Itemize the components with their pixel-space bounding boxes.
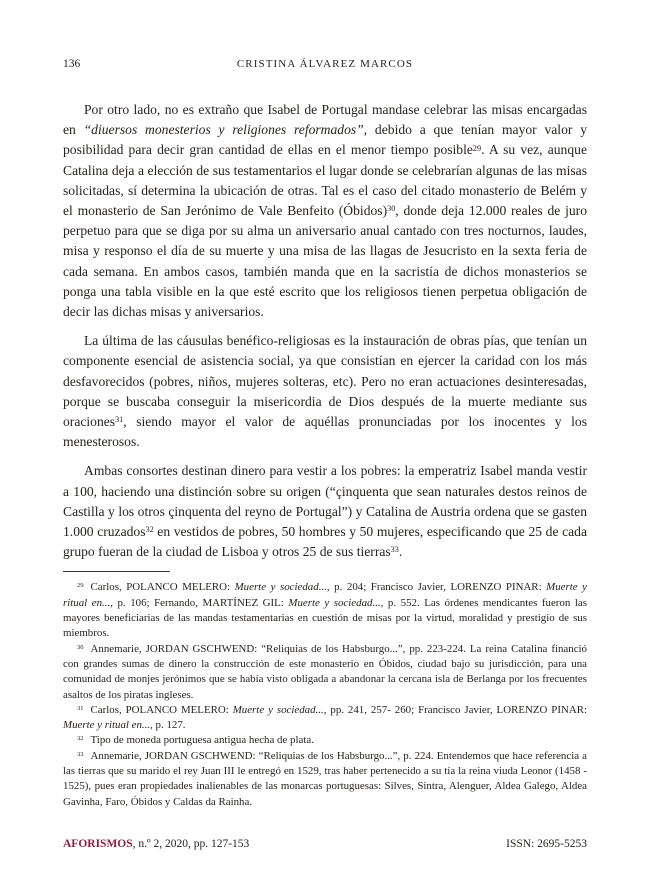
footnote-33: $^{33}$ Annemarie, JORDAN GSCHWEND: “Reliquias de los Habsburgo...”, p. 224. Entendemos que hace referencia a las tierras que su marido el rey Juan III le entregó en 1529, tras haber pertenecido a su tía la reina viuda Leonor (1458 - 1525), pues eran propiedades inalienables de las monarcas portuguesas: Silves, Sintra, Alenguer, Aldea Galego, Aldea Gavinha, Faro, Óbidos y Caldas da Rainha. [63, 749, 587, 808]
page-header [63, 58, 587, 73]
running-title: CRISTINA ÁLVAREZ MARCOS [236, 58, 414, 70]
footnote-separator [63, 571, 170, 572]
article-body [63, 100, 587, 562]
paragraph-2: La última de las cáusulas benéfico-religiosas es la instauración de obras pías, que tenían un componente esencial de asistencia social, ya que consistían en ejercer la caridad con los más desfavorecidos (pobres, niños, mujeres solteras, etc). Pero no eran actuaciones desinteresadas, porque se buscaba conseguir la misericordia de Dios después de la muerte mediante sus oraciones$^{31}$, siendo mayor el valor de aquéllas pronunciadas por los inocentes y los menesterosos. [63, 333, 587, 450]
journal-name: AFORISMOS [63, 838, 133, 850]
page-number: 136 [63, 58, 81, 70]
footnote-29: $^{29}$ Carlos, POLANCO MELERO: Muerte y sociedad..., p. 204; Francisco Javier, LORENZO PINAR: Muerte y ritual en..., p. 106; Fernando, MARTÍNEZ GIL: Muerte y sociedad..., p. 552. Las órdenes mendicantes fueron las mayores beneficiarias de las mandas testamentarias en cuestión de misas por la virtud, moralidad y prestigio de sus miembros. [63, 581, 587, 640]
paragraph-1: Por otro lado, no es extraño que Isabel de Portugal mandase celebrar las misas encargadas en “diuersos monesterios y religiones reformados”, debido a que tenían mayor valor y posibilidad para decir gran cantidad de ellas en el menor tiempo posible$^{29}$. A su vez, aunque Catalina deja a elección de sus testamentarios el lugar donde se celebrarían algunas de las misas solicitadas, sí determina la ubicación de otras. Tal es el caso del citado monasterio de Belém y el monasterio de San Jerónimo de Vale Benfeito (Óbidos)$^{30}$, donde deja 12.000 reales de juro perpetuo para que se diga por su alma un aniversario anual cantado con tres nocturnos, laudes, misa y responso el día de su muerte y una misa de las llagas de Jesucristo en la sexta feria de cada semana. En ambos casos, también manda que en la sacristía de dichos monasterios se ponga una tabla visible en la que esté escrito que los religiosos tienen perpetua obligación de decir las dichas misas y aniversarios. [63, 102, 587, 320]
footnotes-section [63, 580, 587, 809]
footnote-32: $^{32}$ Tipo de moneda portuguesa antigua hecha de plata. [77, 734, 314, 747]
paragraph-3: Ambas consortes destinan dinero para vestir a los pobres: la emperatriz Isabel manda vestir a 100, haciendo una distinción sobre su origen (“çinquenta que sean naturales destos reinos de Castilla y los otros çinquenta del reyno de Portugal”) y Catalina de Austria ordena que se gasten 1.000 cruzados$^{32}$ en vestidos de pobres, 50 hombres y 50 mujeres, especificando que 25 de cada grupo fueran de la ciudad de Lisboa y otros 25 de sus tierras$^{33}$. [63, 463, 588, 560]
footnote-30: $^{30}$ Annemarie, JORDAN GSCHWEND: “Reliquias de los Habsburgo...”, pp. 223-224. La reina Catalina financió con grandes sumas de dinero la construcción de este monasterio en Óbidos, ciudad bajo su jurisdicción, para una comunidad de monjes jerónimos que se había visto obligada a abandonar la cercana isla de Berlanga por los frecuentes asaltos de los piratas ingleses. [63, 642, 587, 701]
issn: ISSN: 2695-5253 [506, 838, 587, 850]
page-footer [63, 838, 587, 850]
journal-issue-info: , n.º 2, 2020, pp. 127-153 [132, 838, 250, 850]
footnote-31: $^{31}$ Carlos, POLANCO MELERO: Muerte y sociedad..., pp. 241, 257- 260; Francisco Javier, LORENZO PINAR: Muerte y ritual en..., p. 127. [63, 703, 587, 732]
journal-citation [63, 838, 249, 850]
